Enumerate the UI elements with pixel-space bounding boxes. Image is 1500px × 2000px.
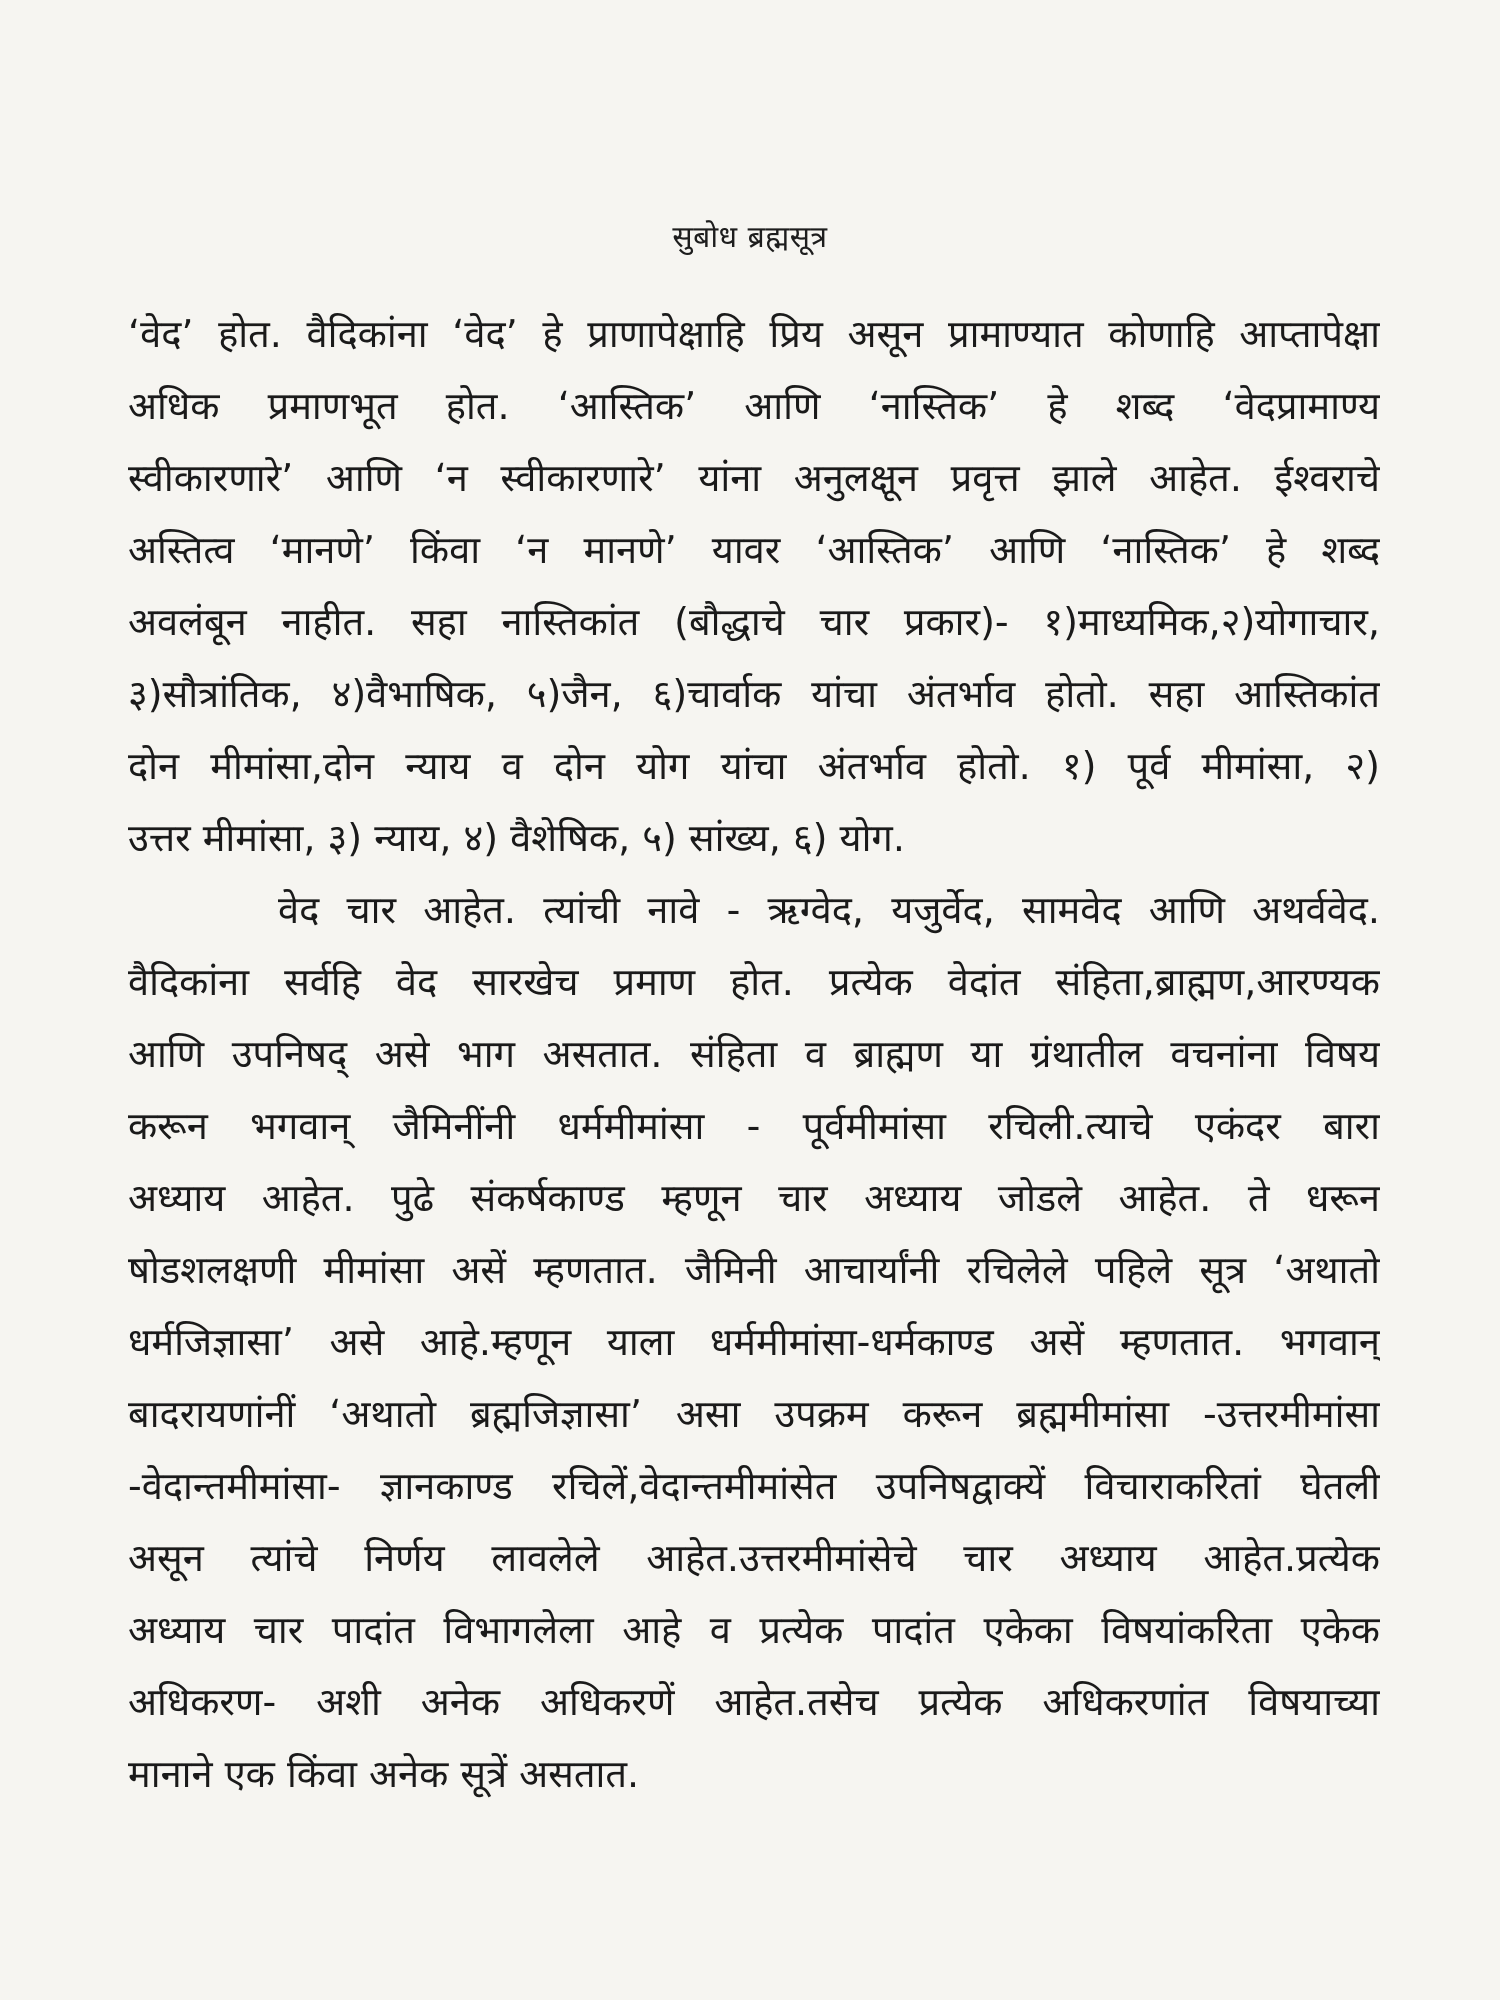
text-line: अवलंबून नाहीत. सहा नास्तिकांत (बौद्धाचे चार प्रकार)- १)माध्यमिक,२)योगाचार, — [128, 600, 1380, 644]
text-line: ‘वेद’ होत. वैदिकांना ‘वेद’ हे प्राणापेक्षाहि प्रिय असून प्रामाण्यात कोणाहि आप्तापेक्षा — [128, 312, 1380, 356]
text-line: बादरायणांनीं ‘अथातो ब्रह्मजिज्ञासा’ असा उपक्रम करून ब्रह्ममीमांसा -उत्तरमीमांसा — [128, 1392, 1380, 1436]
paragraph-2 — [128, 874, 1380, 1810]
text-line: दोन मीमांसा,दोन न्याय व दोन योग यांचा अंतर्भाव होतो. १) पूर्व मीमांसा, २) — [128, 744, 1380, 788]
text-line: धर्मजिज्ञासा’ असे आहे.म्हणून याला धर्ममीमांसा-धर्मकाण्ड असें म्हणतात. भगवान् — [128, 1320, 1380, 1364]
running-header: सुबोध ब्रह्मसूत्र — [672, 220, 828, 255]
text-line: अधिक प्रमाणभूत होत. ‘आस्तिक’ आणि ‘नास्तिक’ हे शब्द ‘वेदप्रामाण्य — [128, 384, 1380, 428]
text-line: अध्याय आहेत. पुढे संकर्षकाण्ड म्हणून चार अध्याय जोडले आहेत. ते धरून — [128, 1176, 1380, 1220]
text-line: अध्याय चार पादांत विभागलेला आहे व प्रत्येक पादांत एकेका विषयांकरिता एकेक — [128, 1608, 1380, 1652]
text-line: असून त्यांचे निर्णय लावलेले आहेत.उत्तरमीमांसेचे चार अध्याय आहेत.प्रत्येक — [128, 1536, 1380, 1580]
text-line: षोडशलक्षणी मीमांसा असें म्हणतात. जैमिनी आचार्यांनी रचिलेले पहिले सूत्र ‘अथातो — [128, 1248, 1380, 1292]
text-line: -वेदान्तमीमांसा- ज्ञानकाण्ड रचिलें,वेदान्तमीमांसेत उपनिषद्वाक्यें विचाराकरितां घेतली — [128, 1464, 1380, 1508]
text-line: स्वीकारणारे’ आणि ‘न स्वीकारणारे’ यांना अनुलक्षून प्रवृत्त झाले आहेत. ईश्वराचे — [128, 456, 1380, 500]
text-line: अस्तित्व ‘मानणे’ किंवा ‘न मानणे’ यावर ‘आस्तिक’ आणि ‘नास्तिक’ हे शब्द — [128, 528, 1380, 572]
text-line: वेद चार आहेत. त्यांची नावे - ऋग्वेद, यजुर्वेद, सामवेद आणि अथर्ववेद. — [278, 888, 1380, 932]
text-line: मानाने एक किंवा अनेक सूत्रें असतात. — [128, 1752, 640, 1796]
text-line: आणि उपनिषद् असे भाग असतात. संहिता व ब्राह्मण या ग्रंथातील वचनांना विषय — [128, 1032, 1380, 1076]
text-line: उत्तर मीमांसा, ३) न्याय, ४) वैशेषिक, ५) सांख्य, ६) योग. — [128, 816, 905, 860]
paragraph-1 — [128, 298, 1380, 874]
text-line: अधिकरण- अशी अनेक अधिकरणें आहेत.तसेच प्रत्येक अधिकरणांत विषयाच्या — [128, 1680, 1380, 1724]
text-line: ३)सौत्रांतिक, ४)वैभाषिक, ५)जैन, ६)चार्वाक यांचा अंतर्भाव होतो. सहा आस्तिकांत — [128, 672, 1380, 716]
text-line: वैदिकांना सर्वहि वेद सारखेच प्रमाण होत. प्रत्येक वेदांत संहिता,ब्राह्मण,आरण्यक — [128, 960, 1380, 1004]
body-text — [128, 298, 1380, 1810]
text-line: करून भगवान् जैमिनींनी धर्ममीमांसा - पूर्वमीमांसा रचिली.त्याचे एकंदर बारा — [128, 1104, 1380, 1148]
